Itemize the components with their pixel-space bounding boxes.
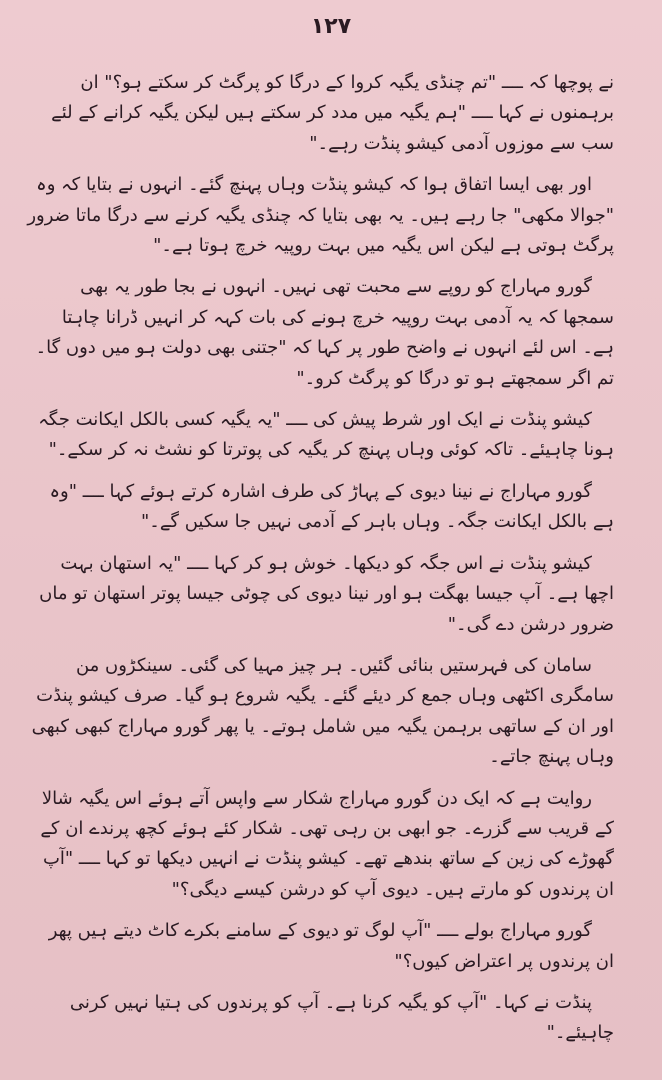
paragraph: گورو مہاراج بولے ــــ "آپ لوگ تو دیوی کے سامنے بکرے کاٹ دیتے ہیں پھر ان پرندوں پر اعتراض کیوں؟" <box>48 920 614 972</box>
paragraph: کیشو پنڈت نے ایک اور شرط پیش کی ــــ "یہ یگیہ کسی بالکل ایکانت جگہ ہونا چاہیئے۔ تاکہ کوئی وہاں پہنچ کر یگیہ کی پوترتا کو نشٹ نہ کر سکے۔" <box>38 409 614 461</box>
paragraph: گورو مہاراج نے نینا دیوی کے پہاڑ کی طرف اشارہ کرتے ہوئے کہا ــــ "وہ ہے بالکل ایکانت جگہ۔ وہاں باہر کے آدمی نہیں جا سکیں گے۔" <box>49 480 614 533</box>
paragraph: پنڈت نے کہا۔ "آپ کو یگیہ کرنا ہے۔ آپ کو پرندوں کی ہتیا نہیں کرنی چاہیئے۔" <box>69 991 614 1044</box>
paragraph: سامان کی فہرستیں بنائی گئیں۔ ہر چیز مہیا کی گئی۔ سینکڑوں من سامگری اکٹھی وہاں جمع کر دیئے گئے۔ یگیہ شروع ہو گیا۔ صرف کیشو پنڈت اور ان کے ساتھی برہمن یگیہ میں شامل ہوتے۔ یا پھر گورو مہاراج کبھی کبھی وہاں پہنچ جاتے۔ <box>31 654 614 768</box>
paragraph: نے پوچھا کہ ــــ "تم چنڈی یگیہ کروا کے درگا کو پرگٹ کر سکتے ہو؟" ان برہمنوں نے کہا ــــ "ہم یگیہ میں مدد کر سکتے ہیں لیکن یگیہ کرانے کے لئے سب سے موزوں آدمی کیشو پنڈت رہے۔" <box>51 72 614 154</box>
paragraph: روایت ہے کہ ایک دن گورو مہاراج شکار سے واپس آتے ہوئے اس یگیہ شالا کے قریب سے گزرے۔ جو ابھی بن رہی تھی۔ شکار کئے ہوئے کچھ پرندے ان کے گھوڑے کی زین کے ساتھ بندھے تھے۔ کیشو پنڈت نے انہیں دیکھا تو کہا ــــ "آپ ان پرندوں کو مارتے ہیں۔ دیوی آپ کو درشن کیسے دیگی؟" <box>40 787 614 900</box>
paragraph: کیشو پنڈت نے اس جگہ کو دیکھا۔ خوش ہو کر کہا ــــ "یہ استھان بہت اچھا ہے۔ آپ جیسا بھگت ہو اور نینا دیوی کی چوٹی جیسا پوتر استھان تو ماں ضرور درشن دے گی۔" <box>39 552 614 635</box>
page-number: ۱۲۷ <box>310 14 352 39</box>
paragraph: اور بھی ایسا اتفاق ہوا کہ کیشو پنڈت وہاں پہنچ گئے۔ انہوں نے بتایا کہ وہ "جوالا مکھی" جا رہے ہیں۔ یہ بھی بتایا کہ چنڈی یگیہ کرنے سے درگا ماتا ضرور پرگٹ ہوتی ہے لیکن اس یگیہ میں بہت روپیہ خرچ ہوتا ہے۔" <box>27 174 614 257</box>
body-text <box>26 68 614 1049</box>
paragraph: گورو مہاراج کو روپے سے محبت تھی نہیں۔ انہوں نے بجا طور یہ بھی سمجھا کہ یہ آدمی بہت روپیہ خرچ ہونے کی بات کہہ کر انہیں ڈرانا چاہتا ہے۔ اس لئے انہوں نے واضح طور پر کہا کہ "جتنی بھی دولت ہو میں دوں گا۔ تم اگر سمجھتے ہو تو درگا کو پرگٹ کرو۔" <box>35 276 614 389</box>
